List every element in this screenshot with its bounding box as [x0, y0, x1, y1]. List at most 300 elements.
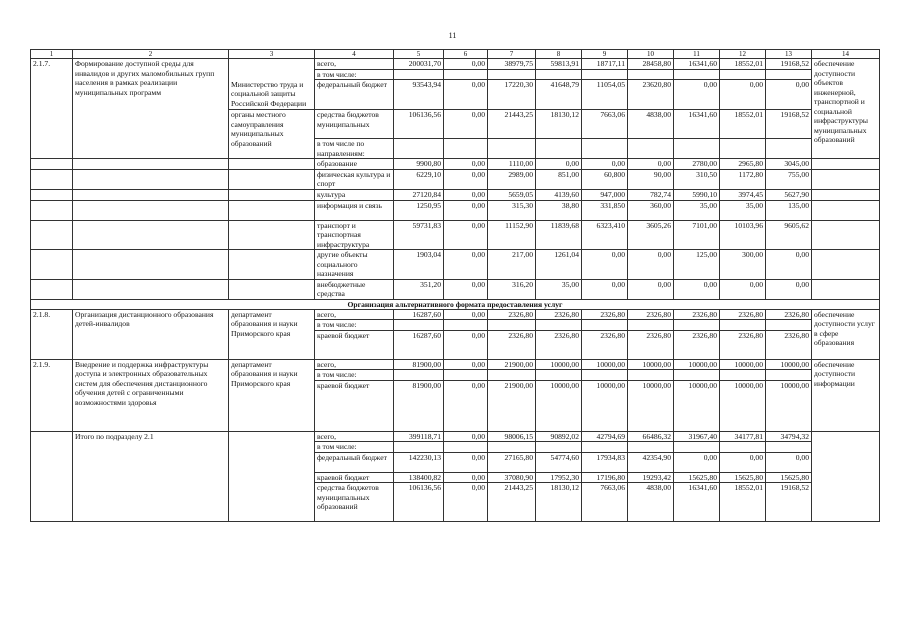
value-cell: 6323,410 [582, 220, 628, 250]
total-label: Итого по подразделу 2.1 [73, 431, 229, 522]
value-cell: 0,00 [674, 452, 720, 472]
value-cell [720, 69, 766, 80]
value-cell: 16341,60 [674, 59, 720, 70]
source-cell: в том числе: [315, 370, 394, 381]
source-cell: культура [315, 189, 394, 200]
section-title: Организация альтернативного формата предоставления услуг [31, 299, 880, 309]
source-cell: физическая культура и спорт [315, 169, 394, 189]
column-number: 8 [536, 50, 582, 59]
value-cell: 9605,62 [766, 220, 812, 250]
value-cell [720, 442, 766, 453]
value-cell: 21443,25 [488, 110, 536, 139]
value-cell: 6229,10 [394, 169, 444, 189]
value-cell: 41648,79 [536, 80, 582, 110]
executor-cell [229, 59, 315, 80]
value-cell [536, 370, 582, 381]
value-cell: 1172,80 [720, 169, 766, 189]
table-cell [31, 200, 73, 220]
value-cell: 4838,00 [628, 483, 674, 522]
value-cell: 10000,00 [582, 359, 628, 370]
value-cell: 0,00 [444, 330, 488, 359]
value-cell: 60,800 [582, 169, 628, 189]
value-cell: 10000,00 [582, 380, 628, 431]
source-cell: в том числе: [315, 320, 394, 331]
table-cell [229, 431, 315, 522]
value-cell [674, 442, 720, 453]
column-number: 10 [628, 50, 674, 59]
table-cell [229, 189, 315, 200]
table-cell [812, 189, 880, 200]
table-row [31, 169, 880, 189]
value-cell: 0,00 [444, 80, 488, 110]
value-cell: 37080,90 [488, 472, 536, 483]
value-cell: 17196,80 [582, 472, 628, 483]
value-cell: 106136,56 [394, 483, 444, 522]
table-cell [31, 250, 73, 280]
value-cell: 360,00 [628, 200, 674, 220]
value-cell: 0,00 [674, 279, 720, 299]
value-cell: 851,00 [536, 169, 582, 189]
value-cell [488, 139, 536, 159]
value-cell [444, 69, 488, 80]
value-cell: 2326,80 [720, 309, 766, 320]
item-name: Формирование доступной среды для инвалидов и других маломобильных групп населения в рамках реализации муниципальных программ [73, 59, 229, 159]
value-cell: 27165,80 [488, 452, 536, 472]
table-cell [812, 431, 880, 522]
item-number: 2.1.7. [31, 59, 73, 159]
value-cell: 16287,60 [394, 330, 444, 359]
value-cell: 18130,12 [536, 110, 582, 139]
value-cell: 315,30 [488, 200, 536, 220]
executor-cell: департамент образования и науки Приморского края [229, 359, 315, 431]
value-cell: 35,00 [674, 200, 720, 220]
value-cell: 18552,01 [720, 59, 766, 70]
value-cell: 98006,15 [488, 431, 536, 442]
column-number: 11 [674, 50, 720, 59]
table-cell [73, 169, 229, 189]
value-cell [536, 442, 582, 453]
value-cell [488, 370, 536, 381]
value-cell: 7663,06 [582, 110, 628, 139]
value-cell: 2326,80 [720, 330, 766, 359]
value-cell [582, 320, 628, 331]
source-cell: всего, [315, 59, 394, 70]
value-cell: 31967,40 [674, 431, 720, 442]
table-cell [73, 200, 229, 220]
value-cell: 1250,95 [394, 200, 444, 220]
column-number: 2 [73, 50, 229, 59]
value-cell: 10000,00 [674, 380, 720, 431]
value-cell: 0,00 [536, 159, 582, 170]
value-cell [628, 320, 674, 331]
value-cell: 66486,32 [628, 431, 674, 442]
source-cell: федеральный бюджет [315, 80, 394, 110]
source-cell: в том числе: [315, 442, 394, 453]
value-cell: 21443,25 [488, 483, 536, 522]
executor-cell: департамент образования и науки Приморского края [229, 309, 315, 359]
value-cell: 18552,01 [720, 483, 766, 522]
value-cell [444, 139, 488, 159]
value-cell: 0,00 [628, 159, 674, 170]
value-cell: 28458,80 [628, 59, 674, 70]
value-cell: 2326,80 [582, 309, 628, 320]
value-cell: 18130,12 [536, 483, 582, 522]
column-number: 4 [315, 50, 394, 59]
value-cell: 35,00 [536, 279, 582, 299]
value-cell: 10000,00 [536, 380, 582, 431]
value-cell [766, 442, 812, 453]
value-cell: 200031,70 [394, 59, 444, 70]
executor-cell: Министерство труда и социальной защиты Российской Федерации [229, 80, 315, 110]
value-cell: 0,00 [582, 250, 628, 280]
source-cell: всего, [315, 309, 394, 320]
value-cell [674, 69, 720, 80]
column-number: 12 [720, 50, 766, 59]
value-cell: 23620,80 [628, 80, 674, 110]
value-cell: 38979,75 [488, 59, 536, 70]
value-cell: 10000,00 [674, 359, 720, 370]
value-cell: 42354,90 [628, 452, 674, 472]
value-cell: 90,00 [628, 169, 674, 189]
value-cell: 27120,84 [394, 189, 444, 200]
value-cell: 7101,00 [674, 220, 720, 250]
value-cell: 0,00 [582, 159, 628, 170]
value-cell: 0,00 [628, 250, 674, 280]
value-cell: 10000,00 [628, 359, 674, 370]
value-cell: 782,74 [628, 189, 674, 200]
value-cell [674, 320, 720, 331]
table-cell [73, 189, 229, 200]
source-cell: федеральный бюджет [315, 452, 394, 472]
table-cell [229, 279, 315, 299]
table-row [31, 431, 880, 442]
column-number: 3 [229, 50, 315, 59]
result-cell: обеспечение доступности объектов инженерной, транспортной и социальной инфраструктуры муниципальных образований [812, 59, 880, 159]
source-cell: информация и связь [315, 200, 394, 220]
value-cell: 10103,96 [720, 220, 766, 250]
value-cell: 947,000 [582, 189, 628, 200]
value-cell [766, 139, 812, 159]
value-cell: 0,00 [444, 200, 488, 220]
value-cell: 16341,60 [674, 110, 720, 139]
table-cell [229, 220, 315, 250]
item-name: Организация дистанционного образования детей-инвалидов [73, 309, 229, 359]
value-cell: 0,00 [720, 452, 766, 472]
value-cell [628, 139, 674, 159]
value-cell [720, 320, 766, 331]
value-cell: 81900,00 [394, 359, 444, 370]
value-cell: 19168,52 [766, 59, 812, 70]
section-row [31, 299, 880, 309]
value-cell: 5659,05 [488, 189, 536, 200]
value-cell: 38,80 [536, 200, 582, 220]
value-cell: 90892,02 [536, 431, 582, 442]
value-cell: 15625,80 [720, 472, 766, 483]
value-cell [394, 69, 444, 80]
value-cell: 3974,45 [720, 189, 766, 200]
column-number: 7 [488, 50, 536, 59]
value-cell: 2326,80 [536, 330, 582, 359]
value-cell: 0,00 [444, 309, 488, 320]
value-cell: 0,00 [444, 220, 488, 250]
value-cell [628, 442, 674, 453]
value-cell: 3045,00 [766, 159, 812, 170]
value-cell: 0,00 [444, 483, 488, 522]
table-cell [73, 159, 229, 170]
value-cell: 2326,80 [582, 330, 628, 359]
value-cell: 755,00 [766, 169, 812, 189]
value-cell [628, 370, 674, 381]
table-row [31, 309, 880, 320]
table-cell [31, 159, 73, 170]
value-cell [674, 139, 720, 159]
value-cell: 310,50 [674, 169, 720, 189]
value-cell: 19293,42 [628, 472, 674, 483]
table-cell [31, 189, 73, 200]
table-cell [812, 159, 880, 170]
table-row [31, 59, 880, 70]
value-cell [444, 320, 488, 331]
table-cell [31, 169, 73, 189]
value-cell: 217,00 [488, 250, 536, 280]
value-cell: 93543,94 [394, 80, 444, 110]
table-row [31, 159, 880, 170]
column-number: 9 [582, 50, 628, 59]
item-number: 2.1.8. [31, 309, 73, 359]
value-cell: 19168,52 [766, 110, 812, 139]
source-cell: в том числе по направлениям: [315, 139, 394, 159]
value-cell [488, 442, 536, 453]
value-cell [394, 442, 444, 453]
value-cell: 0,00 [444, 380, 488, 431]
value-cell [444, 370, 488, 381]
table-row [31, 220, 880, 250]
result-cell: обеспечение доступности информации [812, 359, 880, 431]
value-cell: 106136,56 [394, 110, 444, 139]
value-cell: 59731,83 [394, 220, 444, 250]
value-cell: 0,00 [766, 279, 812, 299]
value-cell: 0,00 [628, 279, 674, 299]
value-cell: 17220,30 [488, 80, 536, 110]
table-cell [229, 250, 315, 280]
value-cell [582, 370, 628, 381]
value-cell: 2326,80 [674, 309, 720, 320]
value-cell: 316,20 [488, 279, 536, 299]
value-cell: 3605,26 [628, 220, 674, 250]
value-cell: 11054,05 [582, 80, 628, 110]
table-cell [73, 279, 229, 299]
value-cell [536, 139, 582, 159]
value-cell: 34177,81 [720, 431, 766, 442]
table-cell [812, 169, 880, 189]
value-cell: 35,00 [720, 200, 766, 220]
value-cell: 0,00 [444, 472, 488, 483]
value-cell [488, 69, 536, 80]
value-cell: 0,00 [444, 250, 488, 280]
table-cell [812, 250, 880, 280]
header-row [31, 50, 880, 59]
value-cell: 16287,60 [394, 309, 444, 320]
value-cell [536, 320, 582, 331]
column-number: 13 [766, 50, 812, 59]
page-number: 11 [448, 31, 457, 40]
value-cell: 18552,01 [720, 110, 766, 139]
value-cell: 2326,80 [488, 330, 536, 359]
value-cell: 0,00 [720, 279, 766, 299]
value-cell [766, 370, 812, 381]
value-cell: 10000,00 [766, 380, 812, 431]
value-cell: 2326,80 [488, 309, 536, 320]
source-cell: средства бюджетов муниципальных [315, 110, 394, 139]
value-cell: 0,00 [444, 110, 488, 139]
value-cell: 4838,00 [628, 110, 674, 139]
value-cell [674, 370, 720, 381]
value-cell [766, 320, 812, 331]
source-cell: средства бюджетов муниципальных образований [315, 483, 394, 522]
value-cell: 0,00 [766, 80, 812, 110]
value-cell: 0,00 [444, 159, 488, 170]
table-row [31, 250, 880, 280]
value-cell: 0,00 [444, 169, 488, 189]
value-cell: 21900,00 [488, 380, 536, 431]
table-cell [229, 159, 315, 170]
value-cell: 0,00 [766, 452, 812, 472]
value-cell [628, 69, 674, 80]
result-cell: обеспечение доступности услуг в сфере образования [812, 309, 880, 359]
value-cell: 0,00 [444, 189, 488, 200]
source-cell: транспорт и транспортная инфраструктура [315, 220, 394, 250]
value-cell: 10000,00 [720, 380, 766, 431]
table-row [31, 200, 880, 220]
table-cell [31, 220, 73, 250]
value-cell: 21900,00 [488, 359, 536, 370]
table-cell [812, 220, 880, 250]
value-cell: 59813,91 [536, 59, 582, 70]
source-cell: образование [315, 159, 394, 170]
value-cell [720, 370, 766, 381]
source-cell: всего, [315, 359, 394, 370]
value-cell: 0,00 [444, 59, 488, 70]
table-cell [229, 200, 315, 220]
table-cell [73, 220, 229, 250]
value-cell: 17934,83 [582, 452, 628, 472]
value-cell [444, 442, 488, 453]
value-cell [582, 139, 628, 159]
table-row [31, 189, 880, 200]
value-cell: 2326,80 [628, 330, 674, 359]
item-name: Внедрение и поддержка инфраструктуры доступа и электронных образовательных систем для обеспечения дистанционного обучения детей с ограниченными возможностями здоровья [73, 359, 229, 431]
value-cell: 19168,52 [766, 483, 812, 522]
value-cell: 9900,80 [394, 159, 444, 170]
value-cell: 1110,00 [488, 159, 536, 170]
value-cell: 0,00 [444, 359, 488, 370]
value-cell: 0,00 [444, 279, 488, 299]
source-cell: краевой бюджет [315, 330, 394, 359]
source-cell: краевой бюджет [315, 472, 394, 483]
source-cell: внебюджетные средства [315, 279, 394, 299]
value-cell [766, 69, 812, 80]
column-number: 5 [394, 50, 444, 59]
value-cell: 15625,80 [766, 472, 812, 483]
source-cell: другие объекты социального назначения [315, 250, 394, 280]
value-cell: 5990,10 [674, 189, 720, 200]
column-number: 1 [31, 50, 73, 59]
value-cell: 10000,00 [536, 359, 582, 370]
value-cell: 18717,11 [582, 59, 628, 70]
item-number: 2.1.9. [31, 359, 73, 431]
value-cell: 0,00 [720, 80, 766, 110]
value-cell: 142230,13 [394, 452, 444, 472]
value-cell: 15625,80 [674, 472, 720, 483]
value-cell: 4139,60 [536, 189, 582, 200]
value-cell: 42794,69 [582, 431, 628, 442]
table-cell [31, 431, 73, 522]
source-cell: краевой бюджет [315, 380, 394, 431]
value-cell: 138400,82 [394, 472, 444, 483]
value-cell: 2780,00 [674, 159, 720, 170]
value-cell: 17952,30 [536, 472, 582, 483]
value-cell: 331,850 [582, 200, 628, 220]
source-cell: всего, [315, 431, 394, 442]
executor-cell: органы местного самоуправления муниципальных образований [229, 110, 315, 159]
value-cell: 10000,00 [628, 380, 674, 431]
table-row [31, 279, 880, 299]
value-cell: 54774,60 [536, 452, 582, 472]
value-cell [394, 320, 444, 331]
value-cell: 2326,80 [628, 309, 674, 320]
table-cell [31, 279, 73, 299]
column-number: 14 [812, 50, 880, 59]
value-cell [582, 69, 628, 80]
value-cell: 11839,68 [536, 220, 582, 250]
value-cell [394, 370, 444, 381]
table-row [31, 359, 880, 370]
source-cell: в том числе: [315, 69, 394, 80]
column-number: 6 [444, 50, 488, 59]
value-cell: 135,00 [766, 200, 812, 220]
value-cell: 34794,32 [766, 431, 812, 442]
value-cell: 300,00 [720, 250, 766, 280]
value-cell: 10000,00 [766, 359, 812, 370]
value-cell: 11152,90 [488, 220, 536, 250]
value-cell: 2989,00 [488, 169, 536, 189]
value-cell: 0,00 [444, 431, 488, 442]
budget-table [30, 49, 880, 522]
value-cell: 2326,80 [674, 330, 720, 359]
value-cell: 10000,00 [720, 359, 766, 370]
value-cell [582, 442, 628, 453]
value-cell: 2326,80 [766, 309, 812, 320]
value-cell: 0,00 [444, 452, 488, 472]
value-cell: 1903,04 [394, 250, 444, 280]
value-cell [488, 320, 536, 331]
value-cell: 5627,90 [766, 189, 812, 200]
value-cell: 0,00 [674, 80, 720, 110]
value-cell [720, 139, 766, 159]
table-cell [812, 200, 880, 220]
value-cell: 0,00 [582, 279, 628, 299]
table-cell [812, 279, 880, 299]
value-cell [394, 139, 444, 159]
value-cell: 399118,71 [394, 431, 444, 442]
value-cell: 2326,80 [536, 309, 582, 320]
value-cell: 7663,06 [582, 483, 628, 522]
value-cell: 2965,80 [720, 159, 766, 170]
value-cell [536, 69, 582, 80]
table-cell [73, 250, 229, 280]
value-cell: 2326,80 [766, 330, 812, 359]
table-cell [229, 169, 315, 189]
